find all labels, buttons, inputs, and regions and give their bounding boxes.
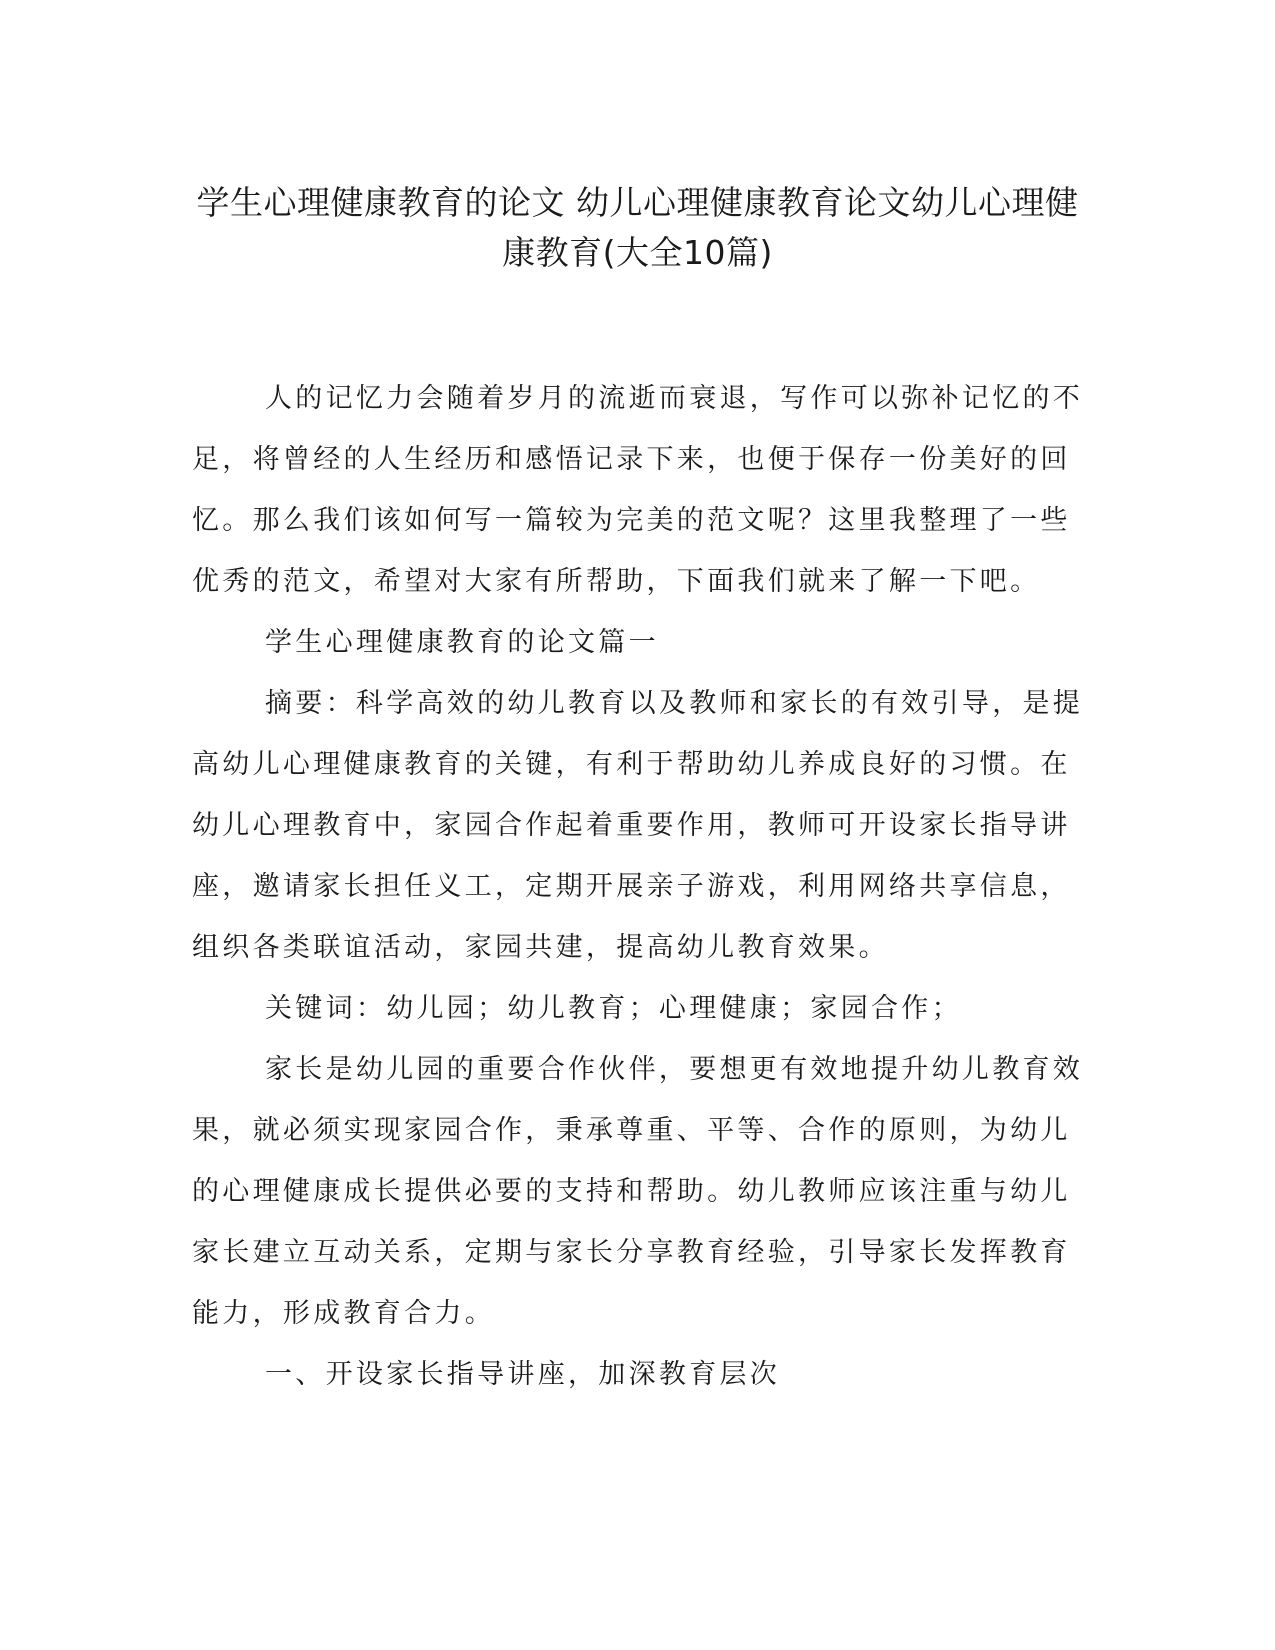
subsection-heading: 一、开设家长指导讲座，加深教育层次	[265, 1359, 781, 1390]
document-title: 学生心理健康教育的论文 幼儿心理健康教育论文幼儿心理健康教育(大全10篇)	[196, 183, 1079, 272]
section-title: 学生心理健康教育的论文篇一	[265, 627, 659, 658]
paragraph-intro: 人的记忆力会随着岁月的流逝而衰退，写作可以弥补记忆的不足，将曾经的人生经历和感悟记录下来，也便于保存一份美好的回忆。那么我们该如何写一篇较为完美的范文呢？这里我整理了一些优秀的范文，希望对大家有所帮助，下面我们就来了解一下吧。	[192, 383, 1084, 597]
paragraph-body: 家长是幼儿园的重要合作伙伴，要想更有效地提升幼儿教育效果，就必须实现家园合作，秉承尊重、平等、合作的原则，为幼儿的心理健康成长提供必要的支持和帮助。幼儿教师应该注重与幼儿家长建立互动关系，定期与家长分享教育经验，引导家长发挥教育能力，形成教育合力。	[192, 1054, 1084, 1329]
paragraph-abstract: 摘要：科学高效的幼儿教育以及教师和家长的有效引导，是提高幼儿心理健康教育的关键，有利于帮助幼儿养成良好的习惯。在幼儿心理教育中，家园合作起着重要作用，教师可开设家长指导讲座，邀请家长担任义工，定期开展亲子游戏，利用网络共享信息，组织各类联谊活动，家园共建，提高幼儿教育效果。	[192, 688, 1084, 963]
document-body	[192, 368, 1084, 1405]
paragraph-keywords: 关键词：幼儿园；幼儿教育；心理健康；家园合作；	[265, 993, 962, 1024]
